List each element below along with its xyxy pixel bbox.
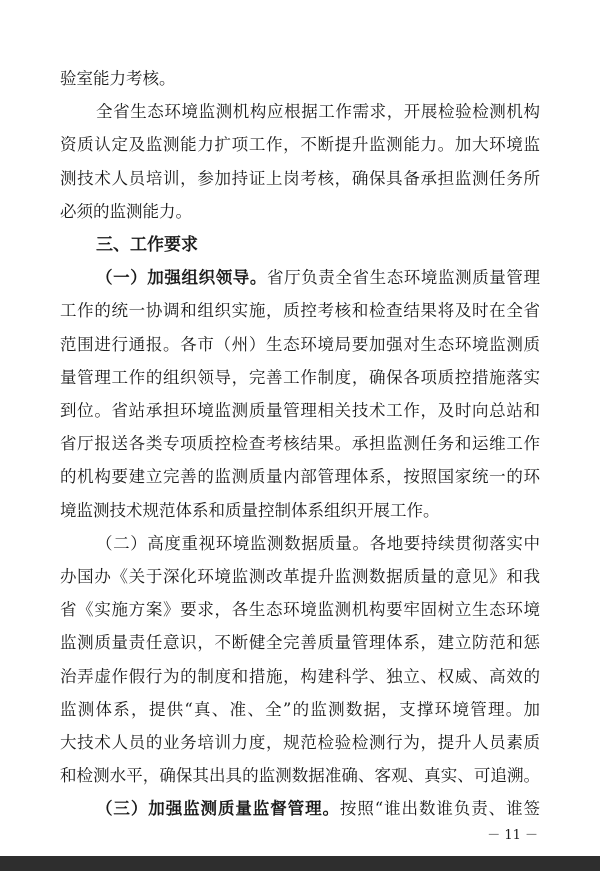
- text-line: 量管理工作的组织领导，完善工作制度，确保各项质控措施落实: [60, 368, 540, 387]
- item-1-title: （一）加强组织领导。: [96, 268, 267, 287]
- text-line: 工作的统一协调和组织实施，质控考核和检查结果将及时在全省: [60, 301, 540, 320]
- item-2-title: （二）高度重视环境监测数据质量。: [96, 534, 370, 553]
- text-line: 范围进行通报。各市（州）生态环境局要加强对生态环境监测质: [60, 335, 540, 354]
- section-heading: 三、工作要求: [96, 235, 198, 255]
- paragraph-first-line: [96, 533, 540, 555]
- text-line: 大技术人员的业务培训力度，规范检验检测行为，提升人员素质: [60, 733, 540, 752]
- text-line: 办国办《关于深化环境监测改革提升监测数据质量的意见》和我: [60, 567, 540, 586]
- item-3-title: （三）加强监测质量监督管理。: [96, 799, 340, 818]
- viewer-bottom-bar: [0, 856, 600, 871]
- text-line: 监测体系，提供“真、准、全”的监测数据，支撑环境管理。加: [60, 700, 540, 719]
- text-line: 到位。省站承担环境监测质量管理相关技术工作，及时向总站和: [60, 401, 540, 420]
- text-span: 按照“谁出数谁负责、谁签: [339, 799, 540, 818]
- page-number: － 11 －: [487, 828, 538, 843]
- paragraph-first-line: [96, 798, 540, 820]
- text-line: 和检测水平，确保其出具的监测数据准确、客观、真实、可追溯。: [60, 766, 540, 785]
- text-line: 资质认定及监测能力扩项工作，不断提升监测能力。加大环境监: [60, 135, 540, 154]
- text-line: 省《实施方案》要求，各生态环境监测机构要牢固树立生态环境: [60, 600, 540, 619]
- paragraph-first-line: [96, 267, 540, 289]
- text-line: 验室能力考核。: [60, 69, 176, 88]
- text-line: 的机构要建立完善的监测质量内部管理体系，按照国家统一的环: [60, 467, 540, 486]
- text-line: 全省生态环境监测机构应根据工作需求，开展检验检测机构: [96, 102, 540, 121]
- text-line: 监测质量责任意识，不断健全完善质量管理体系，建立防范和惩: [60, 633, 540, 652]
- text-span: 各地要持续贯彻落实中: [369, 534, 540, 553]
- text-line: 治弄虚作假行为的制度和措施，构建科学、独立、权威、高效的: [60, 667, 540, 686]
- text-span: 省厅负责全省生态环境监测质量管理: [267, 268, 540, 287]
- text-line: 境监测技术规范体系和质量控制体系组织开展工作。: [60, 501, 440, 520]
- text-line: 必须的监测能力。: [60, 202, 192, 221]
- text-line: 省厅报送各类专项质控检查考核结果。承担监测任务和运维工作: [60, 434, 540, 453]
- text-line: 测技术人员培训，参加持证上岗考核，确保具备承担监测任务所: [60, 169, 540, 188]
